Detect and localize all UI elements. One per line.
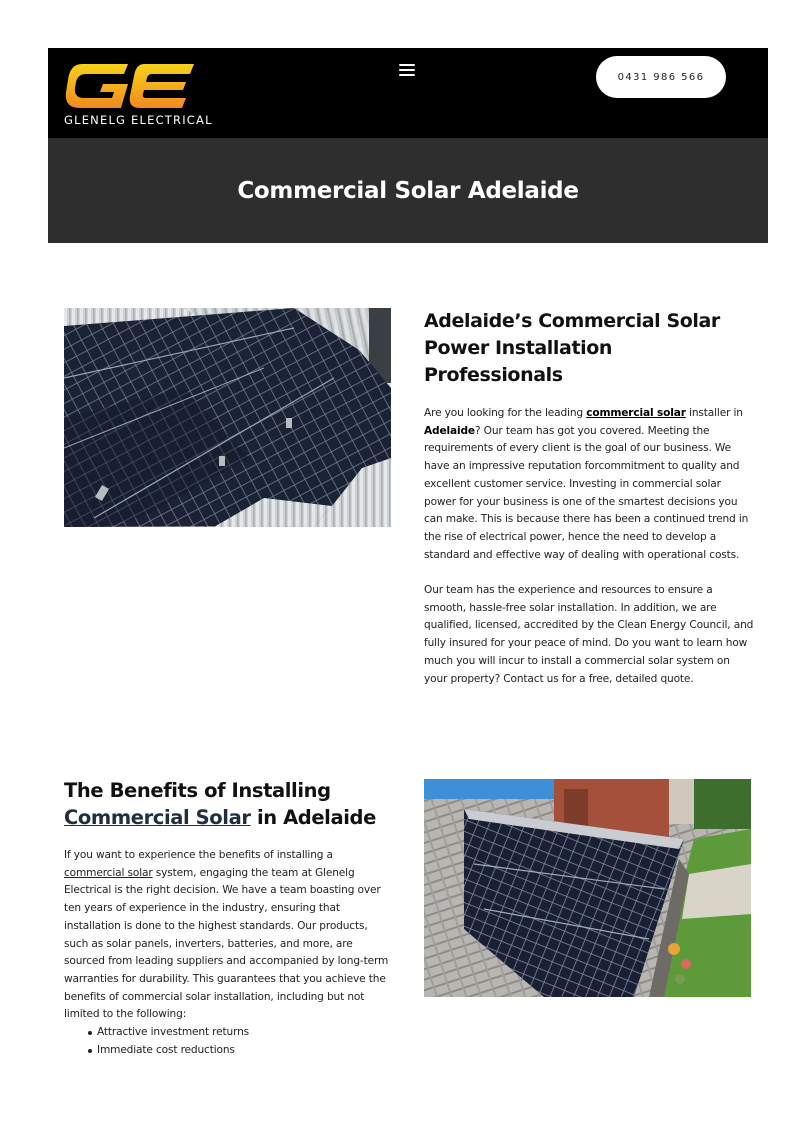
logo-wordmark: GLENELG ELECTRICAL: [64, 113, 213, 127]
commercial-solar-inline-link[interactable]: commercial solar: [64, 866, 153, 879]
text-span: Are you looking for the leading: [424, 407, 587, 419]
adelaide-bold: Adelaide: [424, 424, 475, 437]
commercial-solar-heading-link[interactable]: Commercial Solar: [64, 805, 251, 829]
intro-paragraph-1: [424, 405, 754, 564]
text-span: ? Our team has got you covered. Meeting the requirements of every client is the goal of our business. We have an impressive reputation forcommitment to quality and excellent customer service. Investing in commercial solar power for your business is one of the smartest decisions you can make. This is because there has been a continued trend in the rise of electrical power, hence the need to develop a standard and effective way of dealing with operational costs.: [424, 424, 749, 561]
text-span: in Adelaide: [250, 805, 376, 829]
benefits-heading: [64, 778, 394, 831]
ge-logo-mark: [64, 62, 198, 112]
tiled-roof-solar-photo: [424, 779, 751, 997]
site-header: [48, 48, 768, 138]
intro-heading: Adelaide’s Commercial Solar Power Installation Professionals: [424, 310, 720, 386]
intro-section: [424, 308, 754, 688]
hamburger-menu-icon[interactable]: [399, 64, 415, 78]
benefits-list: [64, 1024, 394, 1059]
list-item: Attractive investment returns: [64, 1024, 394, 1042]
list-item: Immediate cost reductions: [64, 1042, 394, 1060]
text-span: The Benefits of Installing: [64, 779, 331, 802]
page-title-banner: [48, 138, 768, 243]
commercial-solar-link[interactable]: commercial solar: [586, 407, 686, 419]
commercial-solar-roof-photo: [64, 308, 391, 527]
benefits-section: [64, 778, 394, 1059]
text-span: If you want to experience the benefits of installing a: [64, 849, 333, 861]
glenelg-electrical-logo[interactable]: [64, 62, 224, 128]
intro-paragraph-2: Our team has the experience and resources to ensure a smooth, hassle-free solar installation. In addition, we are qualified, licensed, accredited by the Clean Energy Council, and fully insured for your peace of mind. Do you want to learn how much you will incur to install a commercial solar system on your property? Contact us for a free, detailed quote.: [424, 584, 754, 685]
text-span: installer in: [685, 407, 743, 419]
benefits-paragraph: [64, 847, 394, 1024]
text-span: system, engaging the team at Glenelg Electrical is the right decision. We have a team boasting over ten years of experience in the industry, ensuring that installation is done to the highest standards. Our products, such as solar panels, inverters, batteries, and more, are sourced from leading suppliers and accompanied by long-term warranties for durability. This guarantees that you achieve the benefits of commercial solar installation, including but not limited to the following:: [64, 866, 389, 1021]
phone-call-button[interactable]: 0431 986 566: [596, 56, 726, 98]
page-title: Commercial Solar Adelaide: [237, 177, 579, 204]
